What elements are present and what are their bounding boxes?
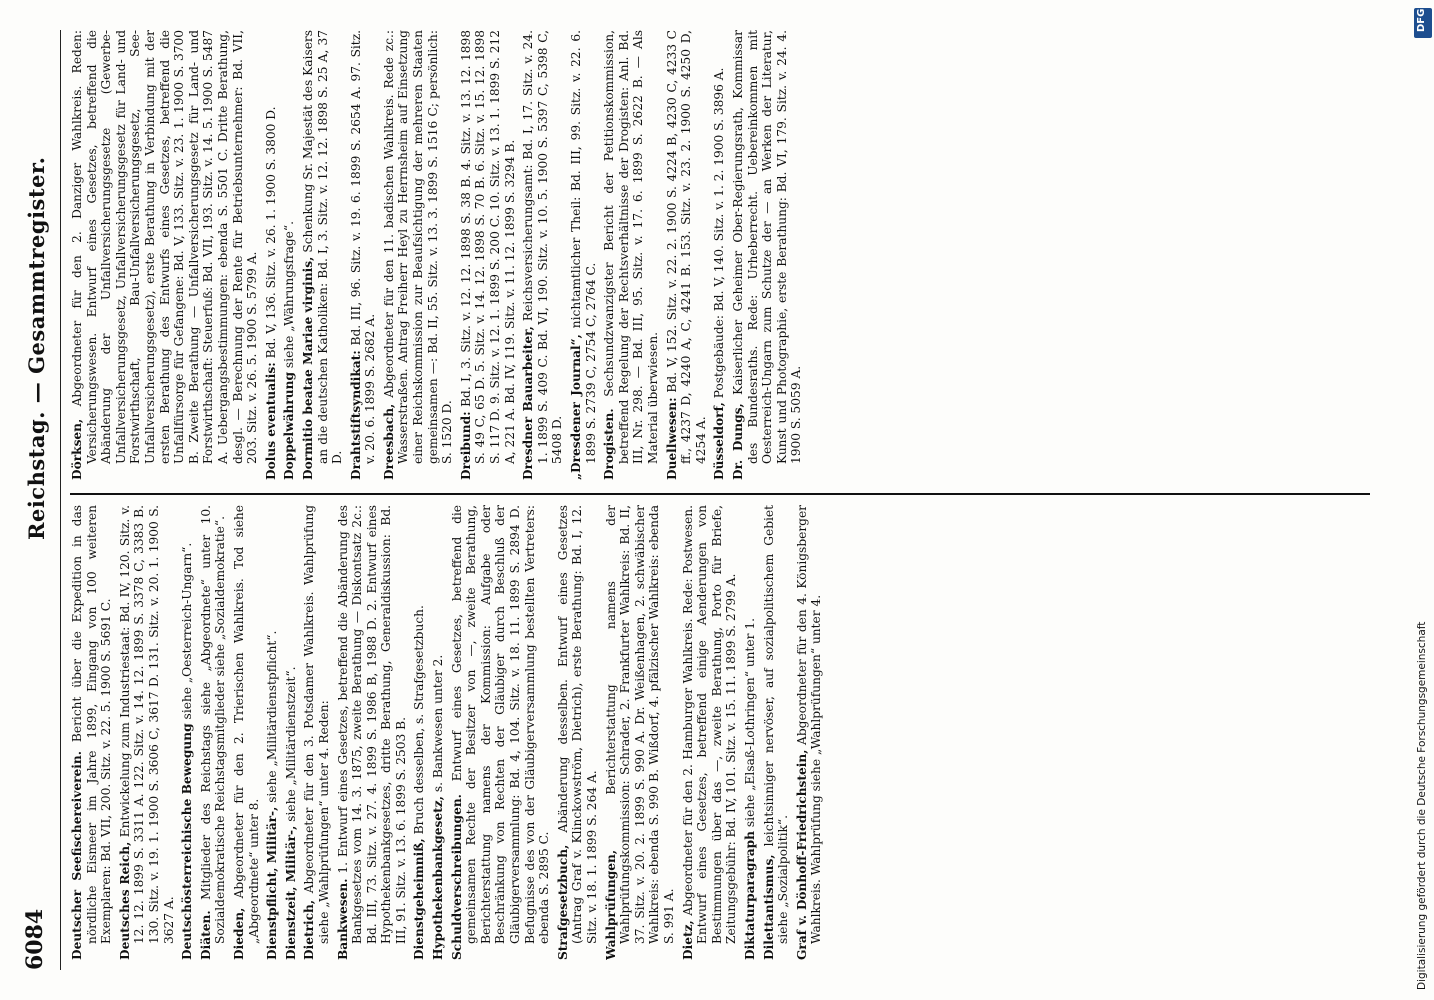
entry-keyword: Düsseldorf,: [712, 402, 727, 480]
dfg-logo-text: DFG: [1416, 8, 1427, 32]
entry-keyword: Deutscher Seefischereiverein.: [70, 750, 84, 960]
index-entry: [349, 30, 378, 480]
entry-text: siehe „Militärdienstpflicht“.: [265, 630, 280, 803]
entry-text: Bd. III, 96. Sitz. v. 19. 6. 1899 S. 2654 A. 97. Sitz. v. 20. 6. 1899 S. 2682 A.: [348, 30, 378, 464]
entry-keyword: Hypothekenbankgesetz,: [431, 796, 446, 960]
entry-text: Bd. I, 3. Sitz. v. 12. 12. 1898 S. 38 B. 4. Sitz. v. 13. 12. 1898 S. 49 C, 65 D. 5. Sitz. v. 14. 12. 1898 S. 70 B. 6. Sitz. v. 15. 12. 1898 S. 117 D. 9. Sitz. v. 12. 1. 1899 S. 200 C. 10. Sitz. v. 13. 1. 1899 S. 212 A, 221 A. Bd. IV, 119. Sitz. v. 11. 12. 1899 S. 3294 B.: [458, 30, 517, 464]
entry-keyword: Deutschösterreichische Bewegung: [180, 723, 195, 960]
index-entry: [412, 505, 427, 960]
page-number: 6084: [22, 908, 48, 970]
index-entry: [521, 30, 565, 480]
entry-text: Postgebäude: Bd. V, 140. Sitz. v. 1. 2. 1900 S. 3896 A.: [712, 67, 727, 399]
entry-keyword: Graf v. Dönhoff-Friedrichstein,: [794, 749, 809, 960]
entry-keyword: Dr. Dungs,: [730, 403, 745, 480]
entry-keyword: Deutsches Reich,: [117, 841, 132, 960]
entry-keyword: Dreesbach,: [381, 403, 396, 480]
index-entry: [70, 505, 114, 960]
entry-text: Bericht über die Expedition in das nördliche Eismeer im Jahre 1899, Eingang von 100 weiteren Exemplaren: Bd. VII, 200. Sitz. v. 22. 5. 1900 S. 5691 C.: [70, 505, 114, 944]
index-entry: [459, 30, 517, 480]
entry-text: Abgeordneter für den 11. badischen Wahlkreis. Rede zc.: Wasserstraßen. Antrag Freiherr Heyl zu Herrnsheim auf Einsetzung einer Reichskommission zur Beaufsichtigung der mehreren Staaten gemeinsamen —: Bd. II, 55. Sitz. v. 13. 3. 1899 S. 1516 C; persönlich: S. 1520 D.: [381, 30, 455, 464]
index-entry: [604, 505, 677, 960]
entry-keyword: Duellwesen:: [664, 397, 679, 480]
index-entry: [264, 30, 279, 480]
entry-keyword: Diäten.: [198, 910, 213, 960]
index-entry: [712, 30, 727, 480]
entry-text: Entwickelung zum Industriestaat: Bd. IV, 120. Sitz. v. 12. 12. 1899 S. 3311 A. 122. Sitz. v. 14. 12. 1899 S. 3378 C, 3383 B. 130. Sitz. v. 19. 1. 1900 S. 3606 C, 3617 D. 131. Sitz. v. 20. 1. 1900 S. 3627 A.: [117, 505, 176, 944]
entry-text: s. Bankwesen unter 2.: [431, 654, 446, 793]
index-entry: [302, 505, 331, 960]
index-entry: [282, 30, 297, 480]
index-entry: [569, 30, 598, 480]
entry-text: Sechsundzwanzigster Bericht der Petitionskommission, betreffend Regelung der Rechtsverhältnisse der Drogisten: Anl. Bd. III, Nr. 298. — Bd. III, 95. Sitz. v. 17. 6. 1899 S. 2622 B. — Als Material überwiesen.: [602, 30, 660, 464]
entry-keyword: Dilettantismus,: [761, 854, 776, 960]
entry-text: Bd. V, 152. Sitz. v. 22. 2. 1900 S. 4224 B, 4230 C, 4233 C ff., 4237 D, 4240 A, C, 4241 B. 153. Sitz. v. 23. 2. 1900 S. 4250 D, 4254 A.: [664, 30, 708, 464]
entry-text: Berichterstattung namens der Wahlprüfungskommission: Schrader, 2. Frankfurter Wahlkreis: Bd. II, 37. Sitz. v. 20. 2. 1899 S. 990 A. Dr. Weißenhagen, 2. schwäbischer Wahlkreis: ebenda S. 990 B. Wißdorf, 4. pfälzischer Wahlkreis: ebenda S. 991 A.: [603, 505, 676, 944]
entry-keyword: Bankwesen.: [335, 878, 350, 960]
index-entry: [265, 505, 280, 960]
credit-text: Digitalisierung gefördert durch die Deutsche Forschungsgemeinschaft: [1416, 621, 1428, 990]
running-head: [22, 30, 62, 970]
index-entry: [382, 30, 455, 480]
index-entry: [284, 505, 299, 960]
header-rule: [60, 30, 61, 970]
index-entry: [70, 30, 260, 480]
index-entry: [681, 505, 739, 960]
entry-keyword: Wahlprüfungen,: [603, 849, 618, 960]
index-column-left: [70, 505, 1390, 960]
index-entry: [180, 505, 195, 960]
index-entry: [665, 30, 709, 480]
index-entry: [431, 505, 446, 960]
index-entry: [731, 30, 804, 480]
index-entry: [602, 30, 660, 480]
entry-text: Abgeordneter für den 4. Königsberger Wahlkreis. Wahlprüfung siehe „Wahlprüfungen“ unter 4.: [794, 505, 824, 944]
entry-text: siehe „Militärdienstzeit“.: [283, 666, 298, 822]
entry-text: 1. Entwurf eines Gesetzes, betreffend die Abänderung des Bankgesetzes vom 14. 3. 1875, zweite Berathung — Diskontsatz 2c.: Bd. III, 73. Sitz. v. 27. 4. 1899 S. 1986 B, 1988 D. 2. Entwurf eines Hypothekenbankgesetzes, dritte Berathung, Generaldiskussion: Bd. III, 91. Sitz. v. 13. 6. 1899 S. 2503 B.: [335, 505, 408, 944]
entry-keyword: Dienstgeheimniß,: [412, 838, 427, 960]
entry-text: Abgeordneter für den 2. Hamburger Wahlkreis. Rede: Postwesen. Entwurf eines Gesetzes, betreffend einige Aenderungen von Bestimmungen über das —, zweite Berathung, Porto für Briefe, Zeitungsgebühr: Bd. IV, 101. Sitz. v. 15. 11. 1899 S. 2799 A.: [680, 505, 739, 944]
entry-keyword: Schuldverschreibungen.: [449, 794, 464, 960]
entry-text: Abgeordneter für den 3. Potsdamer Wahlkreis. Wahlprüfung siehe „Wahlprüfungen“ unter 4. Reden:: [302, 505, 331, 944]
entry-keyword: Diktaturparagraph: [742, 830, 757, 960]
entry-keyword: Dietrich,: [302, 899, 317, 960]
entry-keyword: Dreibund:: [458, 411, 473, 480]
index-entry: [199, 505, 228, 960]
index-column-right: [70, 30, 1390, 480]
entry-text: Bruch desselben, s. Strafgesetzbuch.: [412, 605, 427, 835]
entry-keyword: Dietz,: [680, 920, 695, 960]
entry-keyword: „Dresdener Journal“,: [569, 334, 583, 480]
entry-keyword: Drogisten.: [602, 408, 617, 480]
entry-keyword: Dörksen,: [70, 418, 84, 480]
entry-keyword: Dormitio beatae Mariae virginis,: [300, 256, 315, 480]
entry-keyword: Dienstzeit, Militär-,: [283, 825, 298, 960]
index-entry: [556, 505, 600, 960]
entry-keyword: Dresdner Bauarbeiter,: [521, 326, 536, 480]
digitization-credit: [1412, 0, 1434, 1000]
entry-keyword: Dieden,: [231, 907, 246, 960]
entry-text: Entwurf eines Gesetzes, betreffend die gemeinsamen Rechte der Besitzer von —, zweite Berathung, Berichterstattung namens der Kommission: Aufgabe oder Beschränkung von Rechten der Gläubiger durch Beschluß der Gläubigerversammlung: Bd. 4, 104. Sitz. v. 18. 11. 1899 S. 2894 D. Befugnisse des von der Gläubigerversammlung bestellten Vertreters: ebenda S. 2895 C.: [449, 505, 552, 944]
index-entry: [301, 30, 345, 480]
index-entry: [118, 505, 176, 960]
dfg-logo: [1414, 8, 1432, 38]
index-entry: [743, 505, 758, 960]
entry-text: siehe „Oesterreich-Ungarn“.: [180, 542, 195, 720]
entry-text: Reichsversicherungsamt: Bd. I, 17. Sitz. v. 24. 1. 1899 S. 409 C. Bd. VI, 190. Sitz. v. 10. 5. 1900 S. 5397 C, 5398 C, 5408 D.: [521, 30, 565, 464]
index-entry: [232, 505, 261, 960]
entry-text: Abgeordneter für den 2. Danziger Wahlkreis. Reden: Versicherungswesen. Entwurf eines Gesetzes, betreffend die Abänderung der Unfallversicherungsgesetze (Gewerbe-Unfallversicherungsgesetz, Unfallversicherungsgesetz für Land- und Forstwirthschaft, Bau-Unfallversicherungsgesetz, See-Unfallversicherungsgesetz), erste Berathung in Verbindung mit der ersten Berathung des Entwurfs eines Gesetzes, betreffend die Unfallfürsorge für Gefangene: Bd. V, 133. Sitz. v. 23. 1. 1900 S. 3700 B. Zweite Berathung — Unfallversicherungsgesetz für Land- und Forstwirthschaft: Steuerfuß: Bd. VII, 193. Sitz. v. 14. 5. 1900 S. 5487 A. Uebergangsbestimmungen: ebenda S. 5501 C. Dritte Berathung, desgl. — Berechnung der Rente für Betriebsunternehmer: Bd. VII, 203. Sitz. v. 26. 5. 1900 S. 5799 A.: [70, 30, 260, 464]
entry-text: nichtamtlicher Theil: Bd. III, 99. Sitz. v. 22. 6. 1899 S. 2739 C, 2754 C, 2764 C.: [569, 30, 598, 464]
index-entry: [762, 505, 791, 960]
entry-keyword: Drahtstiftsyndikat:: [348, 350, 363, 480]
entry-text: leichtsinniger nervöser, auf sozialpolitischem Gebiet siehe „Sozialpolitik“.: [761, 505, 791, 944]
entry-text: siehe „Elsaß-Lothringen“ unter 1.: [742, 618, 757, 828]
index-entry: [336, 505, 409, 960]
entry-text: Bd. V, 136. Sitz. v. 26. 1. 1900 S. 3800 D.: [263, 106, 278, 359]
column-divider: [70, 493, 1370, 495]
index-entry: [450, 505, 552, 960]
entry-text: Abgeordneter für den 2. Trierischen Wahlkreis. Tod siehe „Abgeordnete“ unter 8.: [231, 505, 261, 944]
page-title: Reichstag. — Gesammtregister.: [24, 156, 49, 540]
entry-text: Schenkung Sr. Majestät des Kaisers an die deutschen Katholiken: Bd. I, 3. Sitz. v. 12. 12. 1898 S. 25 A, 37 D.: [300, 30, 345, 464]
entry-text: Abänderung desselben. Entwurf eines Gesetzes (Antrag Graf v. Klinckowström, Dietrich), erste Berathung: Bd. I, 12. Sitz. v. 18. 1. 1899 S. 264 A.: [555, 505, 599, 944]
entry-text: siehe „Währungsfrage“.: [282, 221, 297, 369]
index-entry: [795, 505, 824, 960]
entry-keyword: Dolus eventualis:: [263, 362, 278, 480]
entry-text: Mitglieder des Reichstags siehe „Abgeordnete“ unter 10. Sozialdemokratische Reichstagsmitglieder siehe „Sozialdemokratie“.: [198, 505, 228, 944]
entry-keyword: Doppelwährung: [282, 371, 297, 480]
entry-text: Kaiserlicher Geheimer Ober-Regierungsrath, Kommissar des Bundesraths. Rede: Urheberrecht. Uebereinkommen mit Oesterreich-Ungarn zum Schutze der — an Werken der Literatur, Kunst und Photographie, erste Berathung: Bd. VI, 179. Sitz. v. 24. 4. 1900 S. 5059 A.: [730, 30, 804, 464]
entry-keyword: Dienstpflicht, Militär-,: [265, 806, 280, 960]
entry-keyword: Strafgesetzbuch,: [555, 844, 570, 960]
